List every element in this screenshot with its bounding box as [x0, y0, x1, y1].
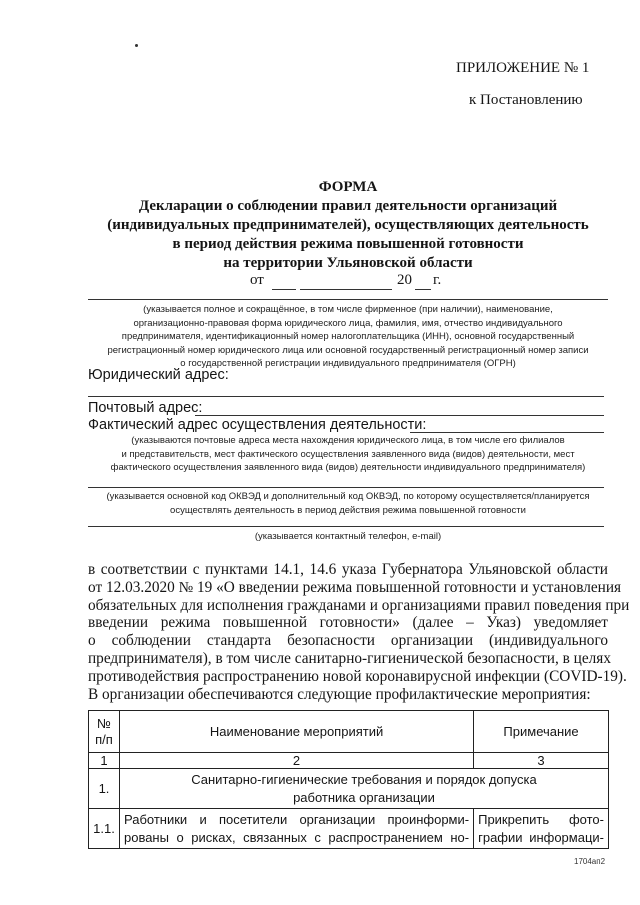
section-title [119, 769, 608, 809]
table-section-row [89, 769, 609, 809]
paragraph-line: обязательных для исполнения гражданами и организациями правил поведения при [88, 596, 630, 614]
postal-address-label: Почтовый адрес: [88, 400, 203, 416]
scan-speck [135, 44, 138, 47]
date-month-blank[interactable] [300, 289, 392, 290]
address-hint [88, 434, 608, 475]
organization-hint-line: организационно-правовая форма юридического лица, фамилия, имя, отчество индивидуального [133, 317, 563, 329]
row-measure-text [119, 809, 473, 849]
header-number: № п/п [89, 711, 120, 753]
table-header-row [89, 711, 609, 753]
numbering-cell: 2 [119, 753, 473, 769]
paragraph-line: предпринимателя), в том числе санитарно-гигиенической безопасности, в целях [88, 649, 611, 667]
date-year-blank[interactable] [415, 289, 431, 290]
appendix-number: ПРИЛОЖЕНИЕ № 1 [456, 60, 590, 76]
section-title-line: Санитарно-гигиенические требования и порядок допуска [191, 771, 537, 787]
to-resolution: к Постановлению [469, 92, 583, 108]
date-suffix: г. [433, 272, 442, 288]
legal-address-blank[interactable] [88, 396, 604, 397]
organization-hint-line: о государственной регистрации индивидуального предпринимателя (ОГРН) [180, 358, 516, 370]
header-measure-name: Наименование мероприятий [119, 711, 473, 753]
row-measure-line: Работники и посетители организации проинформи- [123, 811, 470, 827]
address-hint-line: фактического осуществления заявленного вида (видов) деятельности индивидуального предпринимателя) [110, 462, 586, 474]
table-numbering-row [89, 753, 609, 769]
title-line-1: Декларации о соблюдении правил деятельности организаций [138, 198, 558, 214]
organization-hint-line: предпринимателя, идентификационный номер налогоплательщика (ИНН), основной государственный [121, 331, 575, 343]
section-number: 1. [89, 769, 120, 809]
paragraph-line: в соответствии с пунктами 14.1, 14.6 указа Губернатора Ульяновской области [88, 561, 608, 578]
okved-hint-line: (указывается основной код ОКВЭД и дополнительный код ОКВЭД, по которому осуществляется/планируется [106, 491, 590, 502]
paragraph-line: от 12.03.2020 № 19 «О введении режима повышенной готовности и установления [88, 578, 622, 596]
row-number: 1.1. [89, 809, 120, 849]
table-row [89, 809, 609, 849]
okved-blank[interactable] [88, 487, 604, 488]
date-prefix: от [250, 272, 264, 288]
numbering-cell: 1 [89, 753, 120, 769]
title-line-4: на территории Ульяновской области [223, 255, 473, 271]
document-code: 1704ап2 [574, 857, 606, 866]
organization-hint-line: регистрационный номер юридического лица или основной государственный регистрационный номер записи [107, 344, 589, 356]
header-note: Примечание [474, 711, 609, 753]
organization-blank[interactable] [88, 299, 608, 300]
row-note-line: Прикрепить фото- [478, 811, 604, 827]
okved-hint [88, 490, 608, 517]
paragraph-line: о соблюдении стандарта безопасности организации (индивидуального [88, 632, 608, 650]
form-heading: ФОРМА [318, 179, 378, 195]
date-year-prefix: 20 [397, 272, 412, 288]
phone-blank[interactable] [88, 526, 604, 527]
section-title-line: работника организации [293, 789, 435, 805]
row-measure-line: рованы о рисках, связанных с распространением но- [123, 829, 470, 845]
paragraph-line: противодействия распространению новой коронавирусной инфекции (COVID-19). [88, 667, 627, 685]
numbering-cell: 3 [474, 753, 609, 769]
phone-hint: (указывается контактный телефон, e-mail) [254, 531, 442, 542]
paragraph-line: В организации обеспечиваются следующие профилактические мероприятия: [88, 685, 591, 703]
declaration-paragraph [88, 561, 630, 703]
paragraph-line: введении режима повышенной готовности» (далее – Указ) уведомляет [88, 614, 608, 632]
okved-hint-line: осуществлять деятельность в период действия режима повышенной готовности [170, 504, 526, 516]
organization-hint [88, 303, 608, 371]
legal-address-label: Юридический адрес: [88, 367, 229, 383]
row-note-line: графии информаци- [478, 829, 604, 845]
title-line-2: (индивидуальных предпринимателей), осуществляющих деятельность [107, 217, 589, 233]
title-line-3: в период действия режима повышенной готовности [172, 236, 524, 252]
postal-address-blank[interactable] [195, 415, 604, 416]
address-hint-line: и представительств, мест фактического осуществления заявленного вида (видов) деятельности, мест [121, 448, 575, 460]
address-hint-line: (указываются почтовые адреса места нахождения юридического лица, в том числе его филиалов [131, 435, 565, 446]
row-note-text [474, 809, 609, 849]
actual-address-blank[interactable] [410, 432, 604, 433]
actual-address-label: Фактический адрес осуществления деятельности: [88, 417, 427, 433]
measures-table [88, 710, 609, 849]
date-day-blank[interactable] [272, 289, 296, 290]
organization-hint-line: (указывается полное и сокращённое, в том числе фирменное (при наличии), наименование, [143, 304, 553, 315]
